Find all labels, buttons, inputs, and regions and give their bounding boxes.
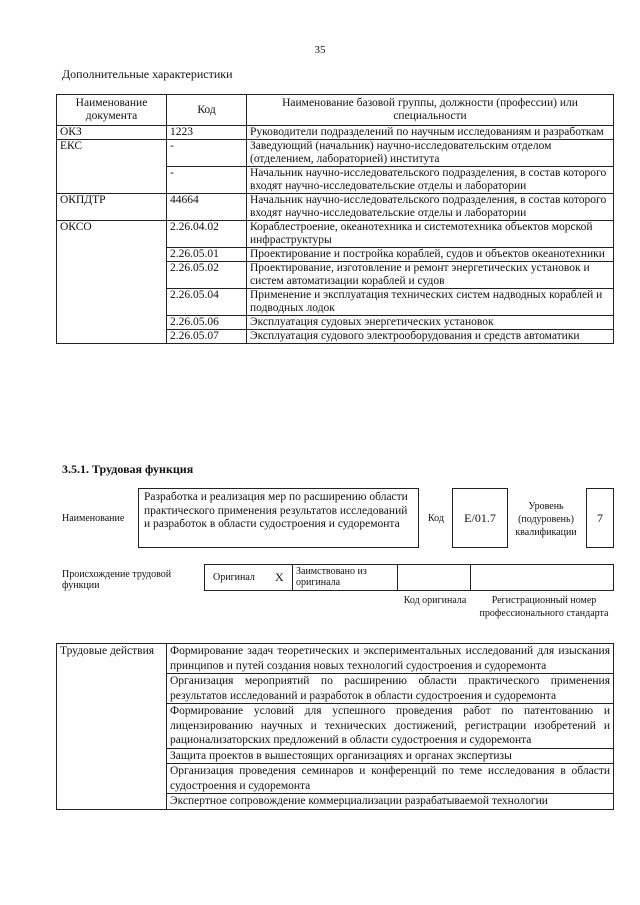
code-original-cell	[397, 565, 471, 590]
function-origin-label: Происхождение трудовой функции	[62, 569, 172, 591]
cell-code: 2.26.05.07	[167, 330, 247, 344]
additional-characteristics-table	[56, 94, 614, 344]
original-mark: X	[275, 570, 284, 584]
labor-function-title: 3.5.1. Трудовая функция	[62, 462, 194, 476]
function-code-label: Код	[428, 513, 444, 524]
cell-code: 2.26.05.01	[167, 248, 247, 262]
cell-code: 2.26.04.02	[167, 221, 247, 248]
table-row	[57, 644, 614, 674]
labor-actions-label: Трудовые действия	[57, 644, 167, 810]
cell-code: -	[167, 140, 247, 167]
cell-name: Кораблестроение, океанотехника и системотехника объектов морской инфраструктуры	[247, 221, 614, 248]
header-doc: Наименование документа	[57, 95, 167, 126]
cell-doc: ОКСО	[57, 221, 167, 344]
original-label: Оригинал	[213, 572, 255, 583]
qualification-level-label: Уровень (подуровень) квалификации	[515, 501, 577, 538]
cell-doc: ОКПДТР	[57, 194, 167, 221]
table-row	[57, 140, 614, 167]
cell-name: Начальник научно-исследовательского подразделения, в состав которого входят научно-исследовательские отделы и лаборатории	[247, 167, 614, 194]
additional-characteristics-title: Дополнительные характеристики	[62, 67, 233, 81]
origin-original-cell	[205, 565, 293, 590]
labor-action-item: Формирование задач теоретических и экспериментальных исследований для изыскания принципов и путей создания новых технологий судостроения и судоремонта	[167, 644, 614, 674]
table-row	[57, 221, 614, 248]
cell-name: Применение и эксплуатация технических систем надводных кораблей и подводных лодок	[247, 289, 614, 316]
code-original-label: Код оригинала	[403, 595, 467, 606]
cell-name: Проектирование и постройка кораблей, судов и объектов океанотехники	[247, 248, 614, 262]
labor-action-item: Организация мероприятий по расширению области практического применения результатов исследований и разработок в области судостроения и судоремонта	[167, 674, 614, 704]
cell-code: 2.26.05.02	[167, 262, 247, 289]
function-code-value: E/01.7	[452, 488, 508, 548]
cell-name: Заведующий (начальник) научно-исследовательским отделом (отделением, лабораторией) института	[247, 140, 614, 167]
header-name: Наименование базовой группы, должности (профессии) или специальности	[247, 95, 614, 126]
cell-code: 44664	[167, 194, 247, 221]
cell-name: Руководители подразделений по научным исследованиям и разработкам	[247, 126, 614, 140]
qualification-level-value: 7	[586, 488, 614, 548]
function-name-value: Разработка и реализация мер по расширению области практического применения результатов исследований и разработок в области судостроения и судоремонта	[138, 488, 419, 548]
labor-action-item: Защита проектов в вышестоящих организациях и органах экспертизы	[167, 748, 614, 764]
cell-name: Проектирование, изготовление и ремонт энергетических установок и систем автоматизации кораблей и судов	[247, 262, 614, 289]
cell-doc: ЕКС	[57, 140, 167, 194]
registration-number-label: Регистрационный номер профессионального стандарта	[479, 595, 609, 619]
labor-action-item: Экспертное сопровождение коммерциализации разрабатываемой технологии	[167, 794, 614, 810]
header-code: Код	[167, 95, 247, 126]
cell-doc: ОКЗ	[57, 126, 167, 140]
labor-action-item: Организация проведения семинаров и конференций по теме исследования в области судостроения и судоремонта	[167, 764, 614, 794]
cell-code: 2.26.05.06	[167, 316, 247, 330]
cell-name: Эксплуатация судового электрооборудования и средств автоматики	[247, 330, 614, 344]
cell-code: -	[167, 167, 247, 194]
cell-code: 2.26.05.04	[167, 289, 247, 316]
cell-name: Начальник научно-исследовательского подразделения, в состав которого входят научно-исследовательские отделы и лаборатории	[247, 194, 614, 221]
table-header-row	[57, 95, 614, 126]
cell-code: 1223	[167, 126, 247, 140]
labor-action-item: Формирование условий для успешного проведения работ по патентованию и лицензированию научных и технических достижений, регистрации изобретений и рационализаторских предложений в области судостроения и судоремонта	[167, 704, 614, 749]
borrowed-label: Заимствовано из оригинала	[296, 566, 367, 588]
cell-name: Эксплуатация судовых энергетических установок	[247, 316, 614, 330]
function-name-label: Наименование	[62, 513, 125, 524]
table-row	[57, 194, 614, 221]
page-number: 35	[314, 44, 326, 56]
labor-actions-table	[56, 643, 614, 810]
table-row	[57, 126, 614, 140]
origin-boxes	[204, 564, 614, 591]
